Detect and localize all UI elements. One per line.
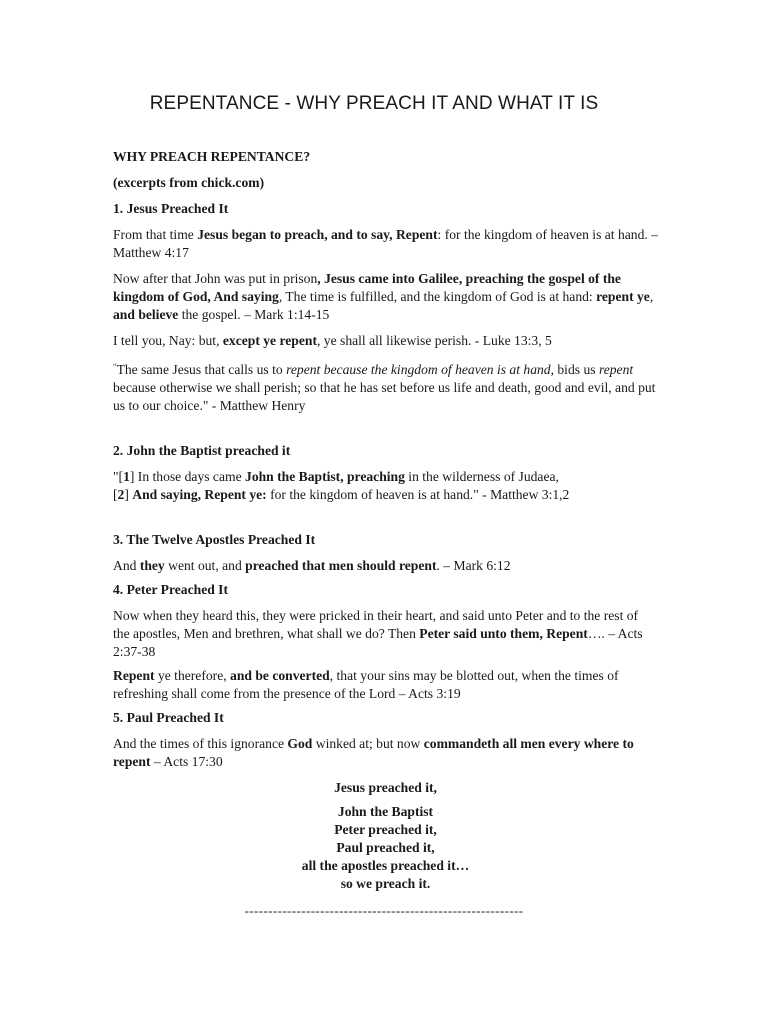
- section-1-heading: 1. Jesus Preached It: [113, 201, 229, 216]
- closing-line-1: Jesus preached it,: [334, 780, 437, 795]
- paragraph-mark-6-12: And they went out, and preached that men should repent. – Mark 6:12: [113, 558, 511, 573]
- page-title: REPENTANCE - WHY PREACH IT AND WHAT IT IS: [149, 93, 599, 114]
- section-5-heading: 5. Paul Preached It: [113, 710, 224, 725]
- section-3-heading: 3. The Twelve Apostles Preached It: [113, 532, 316, 547]
- paragraph-acts-3-19: Repent ye therefore, and be converted, that your sins may be blotted out, when the times of refreshing shall come from the presence of the Lord – Acts 3:19: [113, 668, 619, 701]
- paragraph-matthew-3-1: "[1] In those days came John the Baptist, preaching in the wilderness of Judaea,: [113, 469, 559, 484]
- dashed-divider: -----------------------------------------------------------: [244, 903, 524, 918]
- closing-line-4: Paul preached it,: [336, 840, 435, 855]
- section-heading: WHY PREACH REPENTANCE?: [113, 149, 311, 164]
- source-note: (excerpts from chick.com): [113, 175, 265, 190]
- paragraph-luke-13-3: I tell you, Nay: but, except ye repent, ye shall all likewise perish. - Luke 13:3, 5: [113, 333, 552, 348]
- document-body: [113, 148, 658, 893]
- paragraph-matthew-henry-quote: “The same Jesus that calls us to repent because the kingdom of heaven is at hand, bids us repent because otherwise we shall perish; so that he has set before us life and death, good and evil, and put us to our choice." - Matthew Henry: [113, 362, 656, 413]
- closing-line-3: Peter preached it,: [334, 822, 437, 837]
- closing-line-5: all the apostles preached it…: [301, 858, 470, 873]
- paragraph-mark-1-14: Now after that John was put in prison, Jesus came into Galilee, preaching the gospel of the kingdom of God, And saying, The time is fulfilled, and the kingdom of God is at hand: repent ye, and believe the gospel. – Mark 1:14-15: [113, 271, 654, 322]
- paragraph-matthew-3-2: [2] And saying, Repent ye: for the kingdom of heaven is at hand." - Matthew 3:1,2: [113, 487, 570, 502]
- closing-line-6: so we preach it.: [340, 876, 431, 891]
- section-4-heading: 4. Peter Preached It: [113, 582, 229, 597]
- closing-line-2: John the Baptist: [337, 804, 434, 819]
- paragraph-acts-2-37: Now when they heard this, they were pricked in their heart, and said unto Peter and to the rest of the apostles, Men and brethren, what shall we do? Then Peter said unto them, Repent…. – Acts 2:37-38: [113, 608, 643, 659]
- paragraph-matthew-4-17: From that time Jesus began to preach, and to say, Repent: for the kingdom of heaven is at hand. – Matthew 4:17: [113, 227, 658, 260]
- section-2-heading: 2. John the Baptist preached it: [113, 443, 291, 458]
- paragraph-acts-17-30: And the times of this ignorance God winked at; but now commandeth all men every where to repent – Acts 17:30: [113, 736, 634, 769]
